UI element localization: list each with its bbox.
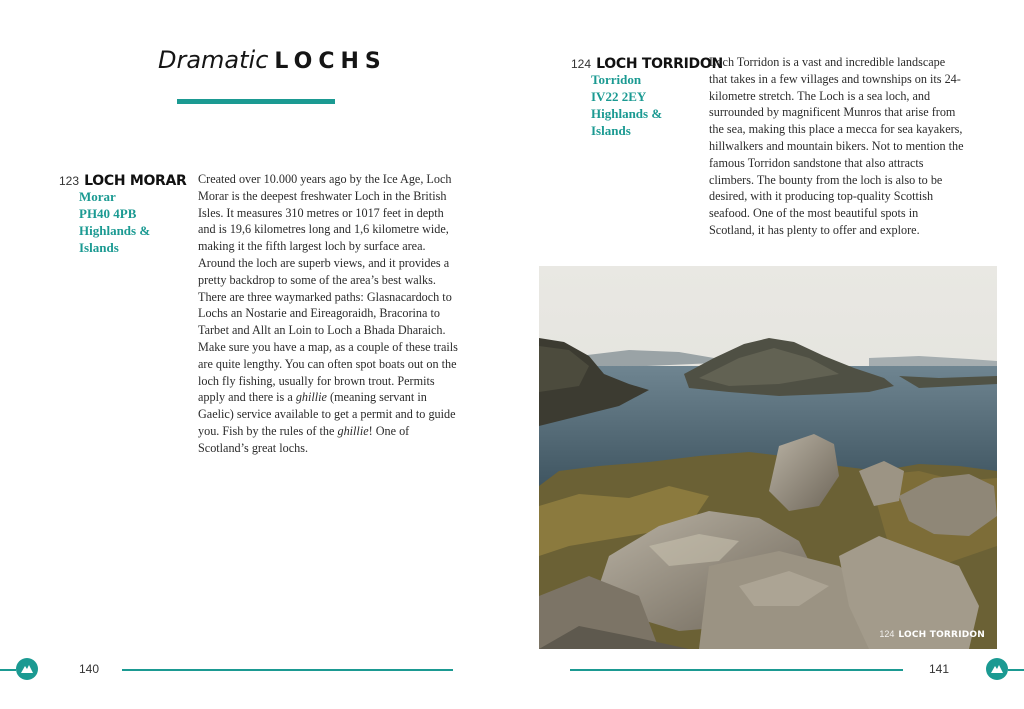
caption-name: LOCH TORRIDON [898, 630, 985, 640]
entry-name: LOCH TORRIDON [596, 56, 723, 72]
mountain-icon-right [986, 658, 1008, 680]
photo-caption [879, 629, 997, 649]
footer-rule-left [122, 669, 453, 671]
address-block-loch-morar [79, 188, 150, 256]
address-line: Islands [79, 240, 119, 255]
entry-number: 123 [59, 174, 80, 188]
address-block-loch-torridon [591, 71, 662, 139]
address-line: Highlands & [591, 106, 663, 121]
footer-rule-right-stub [1008, 669, 1024, 671]
title-underline [177, 99, 335, 104]
loch-torridon-photo [539, 266, 997, 649]
entry-heading-loch-torridon [571, 53, 723, 72]
title-script-word: Dramatic [158, 46, 269, 74]
entry-heading-loch-morar [59, 170, 187, 189]
address-line: PH40 4PB [79, 206, 137, 221]
page-number-right: 141 [929, 662, 950, 676]
title-caps-word: LOCHS [274, 49, 387, 74]
address-line: Torridon [591, 72, 642, 87]
mountain-icon-left [16, 658, 38, 680]
entry-name: LOCH MORAR [84, 173, 187, 189]
page-title [158, 44, 387, 78]
description-loch-morar: Created over 10.000 years ago by the Ice Age, Loch Morar is the deepest freshwater Loch in the British Isles. It measures 310 metres or 1017 feet in depth and is 19,6 kilometres long and 1,6 kilometre wide, making it the fifth largest loch by surface area. Around the loch are superb views, and it provides a pretty backdrop to some of the area’s best walks. There are three waymarked paths: Glasnacardoch to Lochs an Nostarie and Eireagoraidh, Bracorina to Tarbet and Allt an Loin to Loch a Bhada Dharaich. Make sure you have a map, as a couple of these trails are quite lengthy. You can often spot boats out on the loch fly fishing, usually for brown trout. Permits apply and there is a ghillie (meaning servant in Gaelic) service available to get a permit and to guide you. Fish by the rules of the ghillie! One of Scotland’s great lochs. [198, 172, 458, 455]
footer-rule-right [570, 669, 903, 671]
footer-rule-left-stub [0, 669, 16, 671]
page-number-left: 140 [79, 662, 100, 676]
entry-number: 124 [571, 57, 592, 71]
address-line: IV22 2EY [591, 89, 647, 104]
address-line: Morar [79, 189, 116, 204]
address-line: Highlands & [79, 223, 151, 238]
caption-number: 124 [879, 629, 895, 639]
description-loch-torridon: Loch Torridon is a vast and incredible landscape that takes in a few villages and townships on its 24-kilometre stretch. The Loch is a sea loch, and surrounded by magnificent Munros that arise from the sea, making this place a mecca for sea kayakers, hillwalkers and mountain bikers. Not to mention the famous Torridon sandstone that also attracts climbers. The bounty from the loch is also to be desired, with it producing top-quality Scottish seafood. One of the most beautiful spots in Scotland, it has plenty to offer and explore. [709, 55, 964, 237]
address-line: Islands [591, 123, 631, 138]
